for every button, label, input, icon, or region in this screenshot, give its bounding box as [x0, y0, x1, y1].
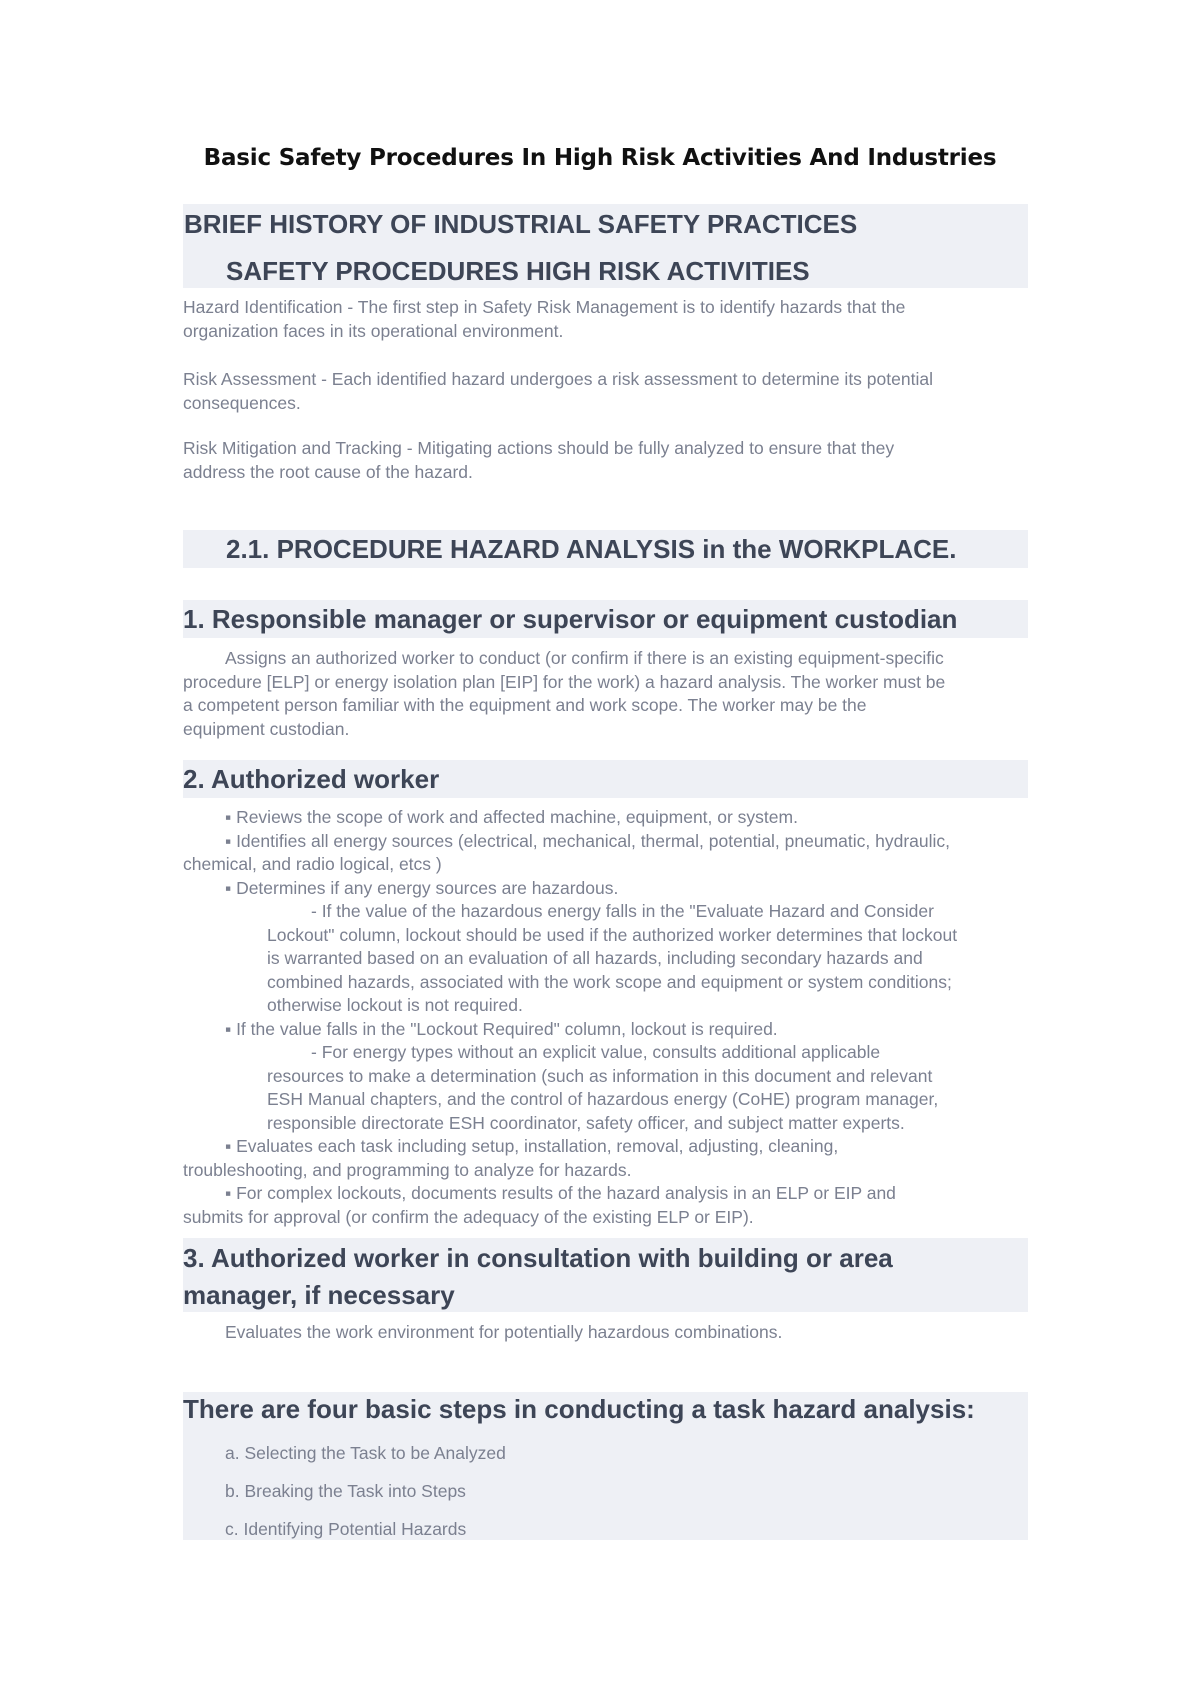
text-line: Risk Assessment - Each identified hazard undergoes a risk assessment to determine its potential: [183, 369, 933, 389]
step2-body: [183, 806, 957, 1229]
step2-heading: 2. Authorized worker: [183, 764, 440, 794]
text-line: address the root cause of the hazard.: [183, 461, 473, 482]
text-line: is warranted based on an evaluation of all hazards, including secondary hazards and: [267, 948, 923, 968]
text-line: - If the value of the hazardous energy falls in the "Evaluate Hazard and Consider: [311, 901, 934, 921]
text-line: equipment custodian.: [183, 718, 350, 739]
text-line: ESH Manual chapters, and the control of hazardous energy (CoHE) program manager,: [267, 1089, 939, 1109]
section-heading-brief-history: BRIEF HISTORY OF INDUSTRIAL SAFETY PRACTICES: [184, 209, 858, 239]
four-steps-item: b. Breaking the Task into Steps: [225, 1481, 466, 1501]
paragraph-hazard-identification: [183, 296, 905, 343]
text-line: responsible directorate ESH coordinator, safety officer, and subject matter experts.: [267, 1112, 905, 1133]
four-steps-item: a. Selecting the Task to be Analyzed: [225, 1443, 506, 1463]
text-line: Hazard Identification - The first step in Safety Risk Management is to identify hazards that the: [183, 297, 906, 317]
text-line: submits for approval (or confirm the adequacy of the existing ELP or EIP).: [183, 1206, 754, 1227]
text-line: combined hazards, associated with the work scope and equipment or system conditions;: [267, 971, 952, 992]
paragraph-risk-assessment: [183, 368, 933, 415]
document-title: Basic Safety Procedures In High Risk Activities And Industries: [203, 145, 997, 171]
text-line: resources to make a determination (such as information in this document and relevant: [267, 1065, 933, 1086]
text-line: chemical, and radio logical, etcs ): [183, 854, 442, 874]
text-line: ▪ Determines if any energy sources are hazardous.: [225, 877, 619, 898]
text-line: organization faces in its operational environment.: [183, 320, 564, 341]
step3-heading-line2: manager, if necessary: [183, 1280, 455, 1310]
text-line: ▪ Reviews the scope of work and affected machine, equipment, or system.: [225, 807, 798, 827]
section-heading-procedure-hazard-analysis: 2.1. PROCEDURE HAZARD ANALYSIS in the WORKPLACE.: [226, 534, 957, 564]
text-line: procedure [ELP] or energy isolation plan [EIP] for the work) a hazard analysis. The worker must be: [183, 671, 946, 692]
text-line: a competent person familiar with the equipment and work scope. The worker may be the: [183, 695, 867, 715]
section-heading-safety-procedures: SAFETY PROCEDURES HIGH RISK ACTIVITIES: [226, 256, 810, 286]
step1-heading: 1. Responsible manager or supervisor or equipment custodian: [183, 604, 958, 634]
text-line: - For energy types without an explicit value, consults additional applicable: [311, 1042, 881, 1062]
text-line: Evaluates the work environment for potentially hazardous combinations.: [225, 1322, 783, 1342]
paragraph-risk-mitigation: [183, 437, 894, 484]
text-line: Lockout" column, lockout should be used if the authorized worker determines that lockout: [267, 924, 958, 945]
text-line: ▪ Evaluates each task including setup, installation, removal, adjusting, cleaning,: [225, 1136, 839, 1156]
four-steps-item: c. Identifying Potential Hazards: [225, 1519, 467, 1539]
step3-body: [183, 1321, 782, 1345]
text-line: Assigns an authorized worker to conduct (or confirm if there is an existing equipment-specific: [225, 648, 944, 668]
four-steps-heading: There are four basic steps in conducting a task hazard analysis:: [183, 1394, 975, 1424]
text-line: troubleshooting, and programming to analyze for hazards.: [183, 1159, 632, 1180]
text-line: ▪ Identifies all energy sources (electrical, mechanical, thermal, potential, pneumatic, hydraulic,: [225, 830, 951, 851]
text-line: consequences.: [183, 392, 301, 413]
step1-body: [183, 647, 945, 741]
text-line: Risk Mitigation and Tracking - Mitigating actions should be fully analyzed to ensure that they: [183, 438, 895, 458]
text-line: otherwise lockout is not required.: [267, 995, 523, 1015]
text-line: ▪ If the value falls in the "Lockout Required" column, lockout is required.: [225, 1018, 778, 1039]
text-line: ▪ For complex lockouts, documents results of the hazard analysis in an ELP or EIP and: [225, 1183, 896, 1203]
step3-heading-line1: 3. Authorized worker in consultation with building or area: [183, 1243, 893, 1273]
